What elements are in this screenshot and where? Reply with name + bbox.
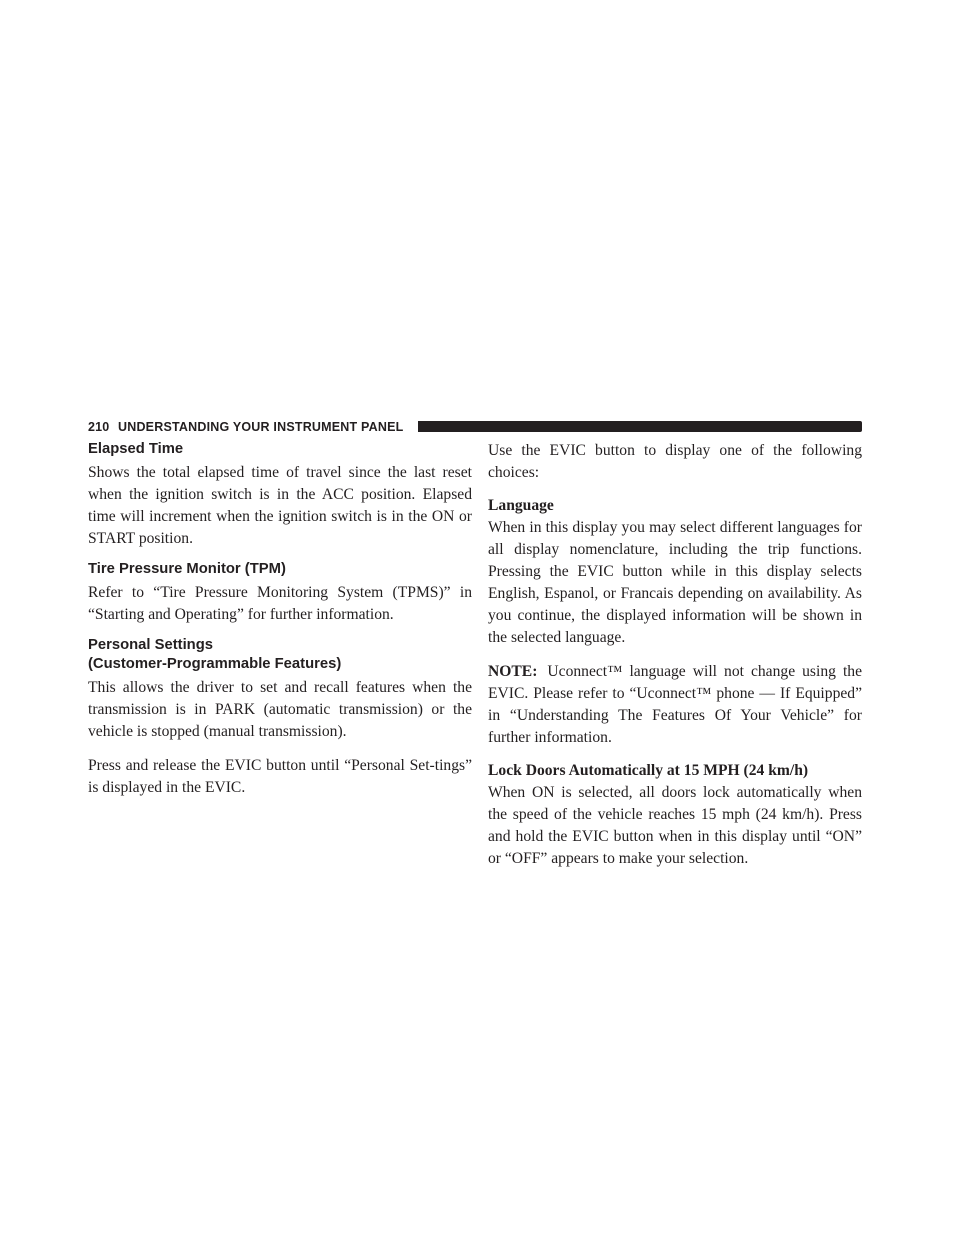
personal-settings-body1: This allows the driver to set and recall features when the transmission is in PARK (automatic transmission) or the vehicle is stopped (manual transmission). — [88, 679, 472, 740]
note-paragraph — [488, 661, 862, 749]
lock-doors-heading: Lock Doors Automatically at 15 MPH (24 km/h) — [488, 762, 809, 779]
section-title: UNDERSTANDING YOUR INSTRUMENT PANEL — [118, 420, 404, 434]
note-body: Uconnect™ language will not change using the EVIC. Please refer to “Uconnect™ phone — If Equipped” in “Understanding The Features Of Your Vehicle” for further information. — [488, 663, 862, 746]
elapsed-time-heading: Elapsed Time — [88, 441, 184, 457]
right-column — [488, 440, 862, 870]
personal-settings-heading — [88, 636, 472, 674]
personal-settings-body2: Press and release the EVIC button until “Personal Set-tings” is displayed in the EVIC. — [88, 757, 472, 796]
language-heading: Language — [488, 497, 554, 514]
personal-settings-heading-line2: (Customer-Programmable Features) — [88, 656, 342, 672]
page-header — [88, 419, 862, 435]
left-column — [88, 440, 472, 799]
language-body: When in this display you may select different languages for all display nomenclature, including the trip functions. Pressing the EVIC button while in this display selects English, Espanol, or Francais depending on availability. As you continue, the displayed information will be shown in the selected language. — [488, 519, 862, 646]
note-label: NOTE: — [488, 663, 538, 680]
lock-doors-body: When ON is selected, all doors lock automatically when the speed of the vehicle reaches 15 mph (24 km/h). Press and hold the EVIC button when in this display until “ON” or “OFF” appears to make your selection. — [488, 784, 862, 867]
page-number: 210 — [88, 420, 110, 434]
personal-settings-heading-line1: Personal Settings — [88, 637, 213, 653]
evic-intro: Use the EVIC button to display one of the following choices: — [488, 442, 862, 481]
header-bar — [418, 421, 862, 432]
tpm-body: Refer to “Tire Pressure Monitoring System (TPMS)” in “Starting and Operating” for further information. — [88, 584, 472, 623]
tpm-heading: Tire Pressure Monitor (TPM) — [88, 561, 286, 577]
elapsed-time-body: Shows the total elapsed time of travel since the last reset when the ignition switch is in the ACC position. Elapsed time will increment when the ignition switch is in the ON or START position. — [88, 464, 472, 547]
